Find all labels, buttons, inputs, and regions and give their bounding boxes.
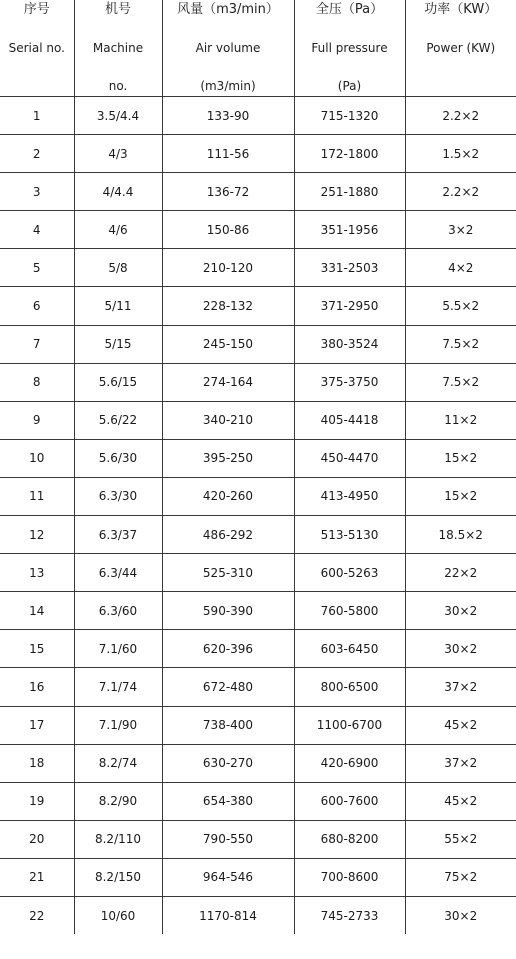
- header-zh: 风量（m3/min）: [177, 2, 279, 17]
- cell-air-volume: 245-150: [162, 325, 294, 363]
- cell-serial-no: 11: [0, 477, 74, 515]
- cell-full-pressure: 760-5800: [294, 592, 405, 630]
- cell-serial-no: 1: [0, 97, 74, 135]
- table-row: [0, 896, 516, 934]
- cell-serial-no: 22: [0, 896, 74, 934]
- cell-full-pressure: 371-2950: [294, 287, 405, 325]
- cell-power: 45×2: [405, 706, 516, 744]
- header-en: Serial no.: [8, 41, 65, 55]
- cell-power: 18.5×2: [405, 516, 516, 554]
- cell-air-volume: 620-396: [162, 630, 294, 668]
- header-full-pressure: [294, 0, 405, 97]
- cell-power: 75×2: [405, 858, 516, 896]
- table-row: [0, 401, 516, 439]
- table-row: [0, 287, 516, 325]
- cell-serial-no: 4: [0, 211, 74, 249]
- header-en: Full pressure: [311, 41, 388, 55]
- table-row: [0, 706, 516, 744]
- cell-power: 7.5×2: [405, 325, 516, 363]
- cell-serial-no: 3: [0, 173, 74, 211]
- cell-power: 1.5×2: [405, 135, 516, 173]
- table-row: [0, 630, 516, 668]
- cell-serial-no: 18: [0, 744, 74, 782]
- cell-full-pressure: 1100-6700: [294, 706, 405, 744]
- table-row: [0, 439, 516, 477]
- cell-machine-no: 6.3/60: [74, 592, 162, 630]
- cell-power: 2.2×2: [405, 173, 516, 211]
- cell-power: 30×2: [405, 630, 516, 668]
- cell-power: 37×2: [405, 744, 516, 782]
- cell-serial-no: 14: [0, 592, 74, 630]
- cell-machine-no: 5/11: [74, 287, 162, 325]
- cell-serial-no: 7: [0, 325, 74, 363]
- cell-full-pressure: 172-1800: [294, 135, 405, 173]
- header-zh: 全压（Pa）: [315, 2, 384, 17]
- cell-full-pressure: 600-5263: [294, 554, 405, 592]
- table-row: [0, 782, 516, 820]
- cell-full-pressure: 600-7600: [294, 782, 405, 820]
- cell-full-pressure: 450-4470: [294, 439, 405, 477]
- cell-air-volume: 150-86: [162, 211, 294, 249]
- table-row: [0, 554, 516, 592]
- header-zh: 功率（KW）: [424, 2, 498, 17]
- cell-full-pressure: 405-4418: [294, 401, 405, 439]
- cell-machine-no: 10/60: [74, 896, 162, 934]
- cell-machine-no: 5.6/30: [74, 439, 162, 477]
- table-row: [0, 173, 516, 211]
- cell-serial-no: 10: [0, 439, 74, 477]
- header-air-volume: [162, 0, 294, 97]
- cell-machine-no: 4/6: [74, 211, 162, 249]
- cell-machine-no: 6.3/37: [74, 516, 162, 554]
- cell-machine-no: 7.1/60: [74, 630, 162, 668]
- table-body: [0, 97, 516, 935]
- cell-full-pressure: 800-6500: [294, 668, 405, 706]
- cell-serial-no: 17: [0, 706, 74, 744]
- cell-machine-no: 4/4.4: [74, 173, 162, 211]
- cell-machine-no: 6.3/30: [74, 477, 162, 515]
- cell-power: 15×2: [405, 477, 516, 515]
- cell-power: 55×2: [405, 820, 516, 858]
- header-power: [405, 0, 516, 97]
- table-row: [0, 592, 516, 630]
- cell-full-pressure: 745-2733: [294, 896, 405, 934]
- cell-machine-no: 5.6/22: [74, 401, 162, 439]
- cell-machine-no: 7.1/74: [74, 668, 162, 706]
- header-en: Air volume: [195, 41, 261, 55]
- table-row: [0, 820, 516, 858]
- cell-machine-no: 5/8: [74, 249, 162, 287]
- cell-serial-no: 20: [0, 820, 74, 858]
- cell-machine-no: 6.3/44: [74, 554, 162, 592]
- cell-air-volume: 654-380: [162, 782, 294, 820]
- cell-full-pressure: 375-3750: [294, 363, 405, 401]
- header-serial-no: [0, 0, 74, 97]
- cell-machine-no: 3.5/4.4: [74, 97, 162, 135]
- cell-serial-no: 19: [0, 782, 74, 820]
- cell-machine-no: 4/3: [74, 135, 162, 173]
- cell-air-volume: 111-56: [162, 135, 294, 173]
- header-en-2: no.: [108, 79, 128, 93]
- table-header: [0, 0, 516, 97]
- cell-air-volume: 525-310: [162, 554, 294, 592]
- cell-power: 3×2: [405, 211, 516, 249]
- cell-full-pressure: 680-8200: [294, 820, 405, 858]
- cell-air-volume: 420-260: [162, 477, 294, 515]
- cell-machine-no: 7.1/90: [74, 706, 162, 744]
- header-en: Machine: [92, 41, 144, 55]
- cell-power: 22×2: [405, 554, 516, 592]
- cell-serial-no: 13: [0, 554, 74, 592]
- cell-full-pressure: 715-1320: [294, 97, 405, 135]
- cell-air-volume: 630-270: [162, 744, 294, 782]
- table-row: [0, 97, 516, 135]
- cell-serial-no: 8: [0, 363, 74, 401]
- cell-full-pressure: 251-1880: [294, 173, 405, 211]
- cell-air-volume: 672-480: [162, 668, 294, 706]
- cell-serial-no: 6: [0, 287, 74, 325]
- cell-air-volume: 228-132: [162, 287, 294, 325]
- cell-serial-no: 2: [0, 135, 74, 173]
- cell-power: 37×2: [405, 668, 516, 706]
- cell-machine-no: 8.2/150: [74, 858, 162, 896]
- cell-air-volume: 274-164: [162, 363, 294, 401]
- cell-serial-no: 16: [0, 668, 74, 706]
- cell-power: 4×2: [405, 249, 516, 287]
- cell-full-pressure: 700-8600: [294, 858, 405, 896]
- cell-machine-no: 8.2/110: [74, 820, 162, 858]
- header-zh: 序号: [23, 2, 50, 17]
- cell-full-pressure: 603-6450: [294, 630, 405, 668]
- table-row: [0, 363, 516, 401]
- header-machine-no: [74, 0, 162, 97]
- cell-power: 45×2: [405, 782, 516, 820]
- cell-air-volume: 340-210: [162, 401, 294, 439]
- cell-power: 7.5×2: [405, 363, 516, 401]
- cell-power: 11×2: [405, 401, 516, 439]
- cell-air-volume: 133-90: [162, 97, 294, 135]
- table-row: [0, 477, 516, 515]
- cell-power: 30×2: [405, 896, 516, 934]
- cell-full-pressure: 380-3524: [294, 325, 405, 363]
- header-row: [0, 0, 516, 97]
- cell-air-volume: 964-546: [162, 858, 294, 896]
- header-en-2: (Pa): [337, 79, 362, 93]
- cell-machine-no: 5/15: [74, 325, 162, 363]
- cell-full-pressure: 413-4950: [294, 477, 405, 515]
- cell-power: 30×2: [405, 592, 516, 630]
- cell-serial-no: 5: [0, 249, 74, 287]
- cell-power: 2.2×2: [405, 97, 516, 135]
- cell-air-volume: 738-400: [162, 706, 294, 744]
- table-row: [0, 744, 516, 782]
- cell-machine-no: 8.2/74: [74, 744, 162, 782]
- cell-air-volume: 395-250: [162, 439, 294, 477]
- cell-serial-no: 15: [0, 630, 74, 668]
- cell-power: 5.5×2: [405, 287, 516, 325]
- header-en: Power (KW): [426, 41, 496, 55]
- table-row: [0, 325, 516, 363]
- cell-full-pressure: 420-6900: [294, 744, 405, 782]
- cell-air-volume: 790-550: [162, 820, 294, 858]
- table-row: [0, 516, 516, 554]
- cell-machine-no: 5.6/15: [74, 363, 162, 401]
- table-row: [0, 135, 516, 173]
- cell-full-pressure: 351-1956: [294, 211, 405, 249]
- cell-full-pressure: 331-2503: [294, 249, 405, 287]
- cell-air-volume: 1170-814: [162, 896, 294, 934]
- table-row: [0, 211, 516, 249]
- cell-air-volume: 486-292: [162, 516, 294, 554]
- cell-machine-no: 8.2/90: [74, 782, 162, 820]
- cell-air-volume: 136-72: [162, 173, 294, 211]
- cell-air-volume: 210-120: [162, 249, 294, 287]
- cell-serial-no: 12: [0, 516, 74, 554]
- table-row: [0, 668, 516, 706]
- cell-serial-no: 9: [0, 401, 74, 439]
- cell-power: 15×2: [405, 439, 516, 477]
- cell-serial-no: 21: [0, 858, 74, 896]
- cell-full-pressure: 513-5130: [294, 516, 405, 554]
- header-zh: 机号: [104, 2, 131, 17]
- table-row: [0, 249, 516, 287]
- header-en-2: (m3/min): [200, 79, 256, 93]
- cell-air-volume: 590-390: [162, 592, 294, 630]
- table-row: [0, 858, 516, 896]
